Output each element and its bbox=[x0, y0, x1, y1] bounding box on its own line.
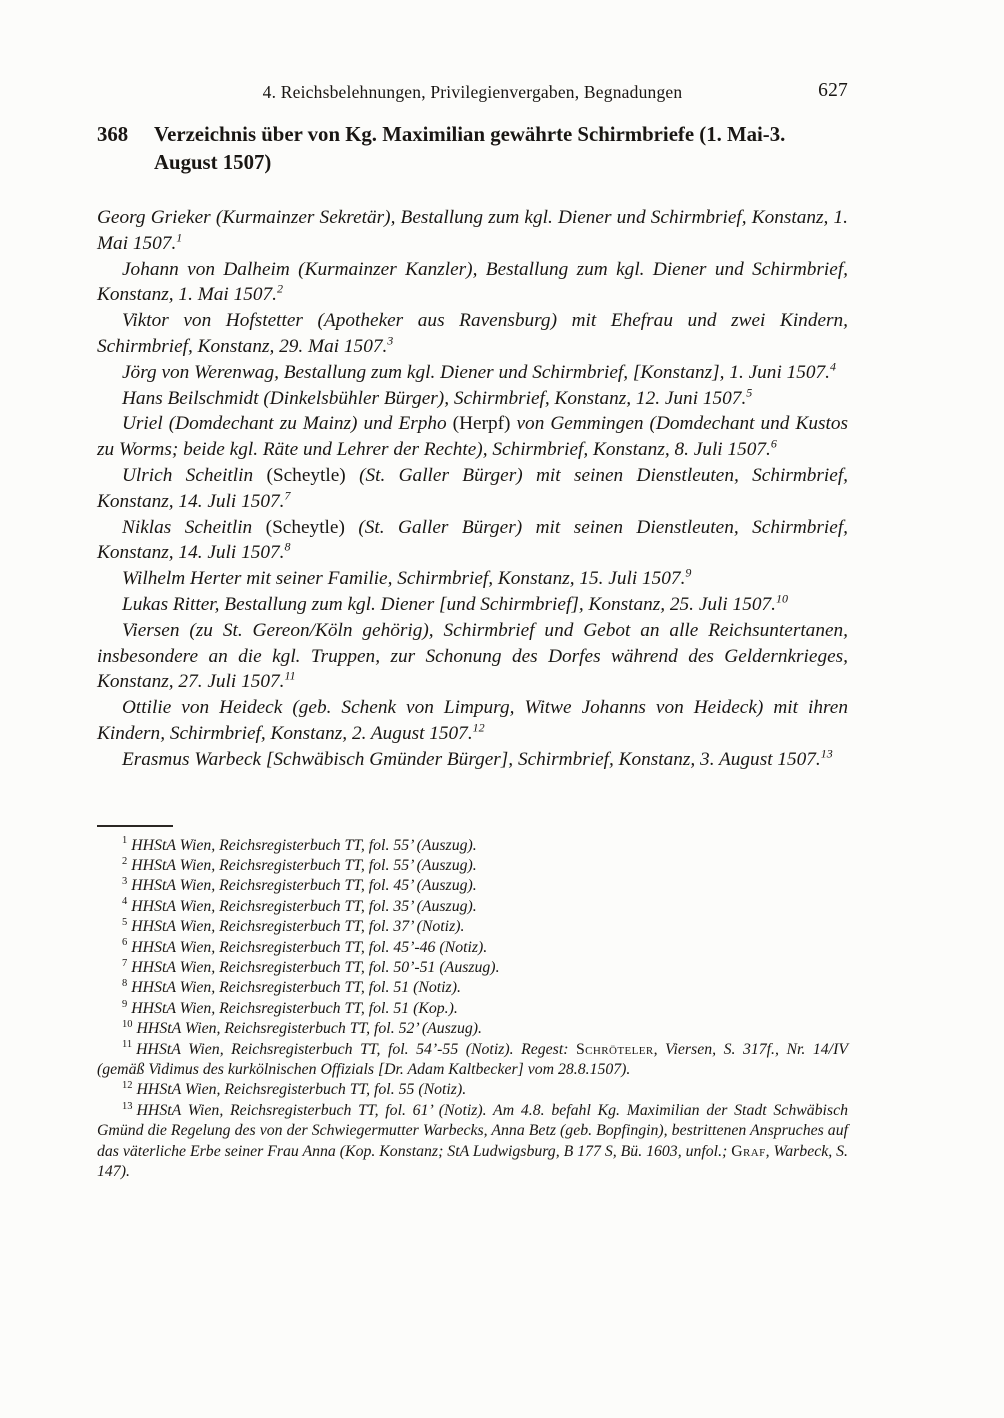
footnote bbox=[97, 978, 848, 998]
footnote-text: Graf bbox=[731, 1142, 766, 1160]
entry-text: Johann von Dalheim (Kurmainzer Kanzler), Bestallung zum kgl. Diener und Schirmbrief, Konstanz, 1. Mai 1507. bbox=[97, 258, 848, 306]
footnote-marker: 4 bbox=[830, 359, 837, 374]
entry-text: (St. Galler Bürger) mit seinen Dienstleuten, Schirmbrief, Konstanz, 14. Juli 1507. bbox=[97, 464, 849, 512]
footnote bbox=[97, 1101, 848, 1183]
footnote-text: HHStA Wien, Reichsregisterbuch TT, fol. 55’ (Auszug). bbox=[131, 836, 477, 854]
entry-paragraph bbox=[97, 747, 848, 773]
entry-text: (Herpf) bbox=[452, 413, 517, 435]
footnote-text: HHStA Wien, Reichsregisterbuch TT, fol. 35’ (Auszug). bbox=[131, 897, 477, 915]
running-header-title: 4. Reichsbelehnungen, Privilegienvergaben, Begnadungen bbox=[262, 82, 683, 102]
footnote bbox=[97, 836, 848, 856]
footnote-number: 1 bbox=[122, 835, 128, 847]
footnote-marker: 2 bbox=[276, 281, 283, 296]
entry-text: Uriel (Domdechant zu Mainz) und Erpho bbox=[122, 413, 453, 435]
entry-text: Viersen (zu St. Gereon/Köln gehörig), Schirmbrief und Gebot an alle Reichsuntertanen, insbesondere an die kgl. Truppen, zur Schonung des Dorfes während des Geldernkrieges, Konstanz, 27. Juli 1507. bbox=[97, 619, 848, 693]
footnote-marker: 9 bbox=[685, 565, 692, 580]
entry-text: Erasmus Warbeck [Schwäbisch Gmünder Bürger], Schirmbrief, Konstanz, 3. August 1507. bbox=[122, 748, 821, 770]
entry-paragraph bbox=[97, 618, 848, 695]
entry-text: Hans Beilschmidt (Dinkelsbühler Bürger), Schirmbrief, Konstanz, 12. Juni 1507. bbox=[122, 387, 747, 409]
footnote-marker: 13 bbox=[820, 746, 833, 761]
footnote-text: HHStA Wien, Reichsregisterbuch TT, fol. 37’ (Notiz). bbox=[131, 918, 465, 936]
entry-paragraph bbox=[97, 566, 848, 592]
footnote-text: HHStA Wien, Reichsregisterbuch TT, fol. 52’ (Auszug). bbox=[136, 1020, 482, 1038]
footnote-marker: 8 bbox=[284, 539, 291, 554]
footnote-marker: 3 bbox=[387, 333, 394, 348]
entry-text: (Scheytle) bbox=[265, 516, 359, 538]
footnote-text: HHStA Wien, Reichsregisterbuch TT, fol. 55’ (Auszug). bbox=[131, 856, 477, 874]
footnote-text: , Viersen, S. 317f., Nr. 14/IV (gemäß Vidimus des kurkölnischen Offizials [Dr. Adam Kaltbecker] vom 28.8.1507). bbox=[97, 1040, 848, 1078]
footnote-number: 7 bbox=[122, 957, 128, 969]
entry-paragraph bbox=[97, 695, 848, 747]
footnote bbox=[97, 1040, 848, 1081]
entry-text: Wilhelm Herter mit seiner Familie, Schirmbrief, Konstanz, 15. Juli 1507. bbox=[122, 568, 686, 590]
entry-text: Jörg von Werenwag, Bestallung zum kgl. Diener und Schirmbrief, [Konstanz], 1. Juni 1507. bbox=[122, 361, 831, 383]
entry-heading-number: 368 bbox=[97, 123, 129, 146]
entry-heading bbox=[97, 121, 848, 176]
footnote bbox=[97, 897, 848, 917]
footnote-text: HHStA Wien, Reichsregisterbuch TT, fol. 45’-46 (Notiz). bbox=[131, 938, 488, 956]
entry-paragraph bbox=[97, 463, 848, 515]
footnote-marker: 12 bbox=[472, 720, 485, 735]
footnote-number: 12 bbox=[122, 1080, 133, 1092]
entry-text: Viktor von Hofstetter (Apotheker aus Ravensburg) mit Ehefrau und zwei Kindern, Schirmbrief, Konstanz, 29. Mai 1507. bbox=[97, 310, 848, 357]
footnote-marker: 6 bbox=[770, 436, 777, 451]
footnote-number: 11 bbox=[122, 1039, 133, 1051]
footnote-text: , Warbeck, S. 147). bbox=[97, 1142, 848, 1181]
footnote bbox=[97, 917, 848, 937]
entry-text: (Scheytle) bbox=[266, 464, 360, 486]
entry-text: Ottilie von Heideck (geb. Schenk von Limpurg, Witwe Johanns von Heideck) mit ihren Kindern, Schirmbrief, Konstanz, 2. August 1507. bbox=[97, 697, 848, 744]
footnote bbox=[97, 1080, 848, 1100]
footnote-text: Schröteler bbox=[576, 1040, 654, 1058]
entry-text: von Gemmingen (Domdechant und Kustos zu Worms; beide kgl. Räte und Lehrer der Rechte), Schirmbrief, Konstanz, 8. Juli 1507. bbox=[97, 413, 848, 461]
entry-paragraph bbox=[97, 257, 848, 309]
entry-paragraph bbox=[97, 360, 848, 386]
entry-paragraph bbox=[97, 205, 848, 257]
footnote bbox=[97, 876, 848, 896]
footnotes-list bbox=[97, 836, 848, 1183]
entry-paragraph bbox=[97, 308, 848, 360]
footnote-number: 10 bbox=[122, 1018, 133, 1030]
entry-paragraph bbox=[97, 592, 848, 618]
entry-text: (St. Galler Bürger) mit seinen Dienstleuten, Schirmbrief, Konstanz, 14. Juli 1507. bbox=[97, 516, 848, 564]
footnote-number: 2 bbox=[122, 855, 128, 867]
footnote bbox=[97, 999, 848, 1019]
entry-paragraph bbox=[97, 386, 848, 412]
page-number: 627 bbox=[818, 80, 848, 101]
footnote bbox=[97, 938, 848, 958]
footnote bbox=[97, 958, 848, 978]
footnote bbox=[97, 1019, 848, 1039]
footnote-marker: 10 bbox=[775, 591, 788, 606]
entry-text: Lukas Ritter, Bestallung zum kgl. Diener [und Schirmbrief], Konstanz, 25. Juli 1507. bbox=[122, 593, 776, 615]
footnote-text: HHStA Wien, Reichsregisterbuch TT, fol. 61’ (Notiz). Am 4.8. befahl Kg. Maximilian der Stadt Schwäbisch Gmünd die Regelung des von der Schwiegermutter Warbecks, Anna Betz (geb. Bopfingin), bestrittenen Anspruches auf das väterliche Erbe seiner Frau Anna (Kop. Konstanz; StA Ludwigsburg, B 177 S, Bü. 1603, unfol.; bbox=[97, 1101, 848, 1160]
footnote-marker: 7 bbox=[284, 488, 291, 503]
entry-text: Ulrich Scheitlin bbox=[122, 464, 267, 486]
footnote-number: 13 bbox=[122, 1100, 133, 1112]
entry-text: Georg Grieker (Kurmainzer Sekretär), Bestallung zum kgl. Diener und Schirmbrief, Konstanz, 1. Mai 1507. bbox=[97, 207, 848, 254]
footnote-number: 9 bbox=[122, 998, 128, 1010]
footnote-text: HHStA Wien, Reichsregisterbuch TT, fol. 51 (Notiz). bbox=[131, 979, 461, 997]
footnote-number: 8 bbox=[122, 978, 128, 990]
footnote-text: HHStA Wien, Reichsregisterbuch TT, fol. 55 (Notiz). bbox=[136, 1081, 467, 1099]
entry-heading-title: Verzeichnis über von Kg. Maximilian gewährte Schirmbriefe (1. Mai-3. August 1507) bbox=[154, 123, 786, 174]
footnote-number: 3 bbox=[122, 876, 128, 888]
footnote-text: HHStA Wien, Reichsregisterbuch TT, fol. 50’-51 (Auszug). bbox=[131, 958, 500, 976]
entries-list bbox=[97, 205, 848, 773]
footnote-text: HHStA Wien, Reichsregisterbuch TT, fol. 51 (Kop.). bbox=[131, 999, 458, 1017]
entry-paragraph bbox=[97, 515, 848, 567]
footnote-text: HHStA Wien, Reichsregisterbuch TT, fol. 54’-55 (Notiz). Regest: bbox=[136, 1040, 576, 1058]
entry-paragraph bbox=[97, 411, 848, 463]
footnote-marker: 5 bbox=[746, 385, 753, 400]
footnote-text: HHStA Wien, Reichsregisterbuch TT, fol. 45’ (Auszug). bbox=[131, 877, 477, 895]
footnote-separator-rule bbox=[97, 825, 173, 827]
footnote-number: 6 bbox=[122, 937, 128, 949]
footnote-number: 5 bbox=[122, 916, 128, 928]
footnote bbox=[97, 856, 848, 876]
footnote-number: 4 bbox=[122, 896, 128, 908]
footnote-marker: 11 bbox=[284, 668, 296, 683]
footnote-marker: 1 bbox=[176, 230, 183, 245]
entry-text: Niklas Scheitlin bbox=[122, 516, 266, 538]
running-header bbox=[97, 82, 848, 108]
